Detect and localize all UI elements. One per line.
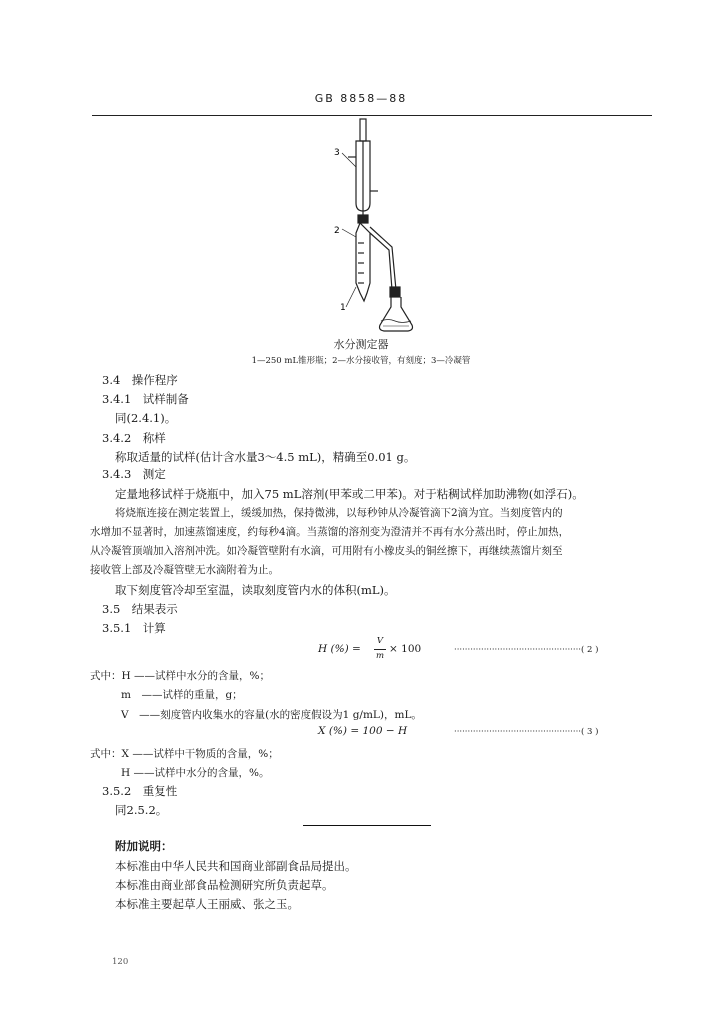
equation-2-rhs: × 100 (389, 643, 422, 655)
flask-joint (390, 287, 400, 297)
section-3-4-3-para-2-line-1: 将烧瓶连接在测定装置上，缓缓加热，保持微沸，以每秒钟从冷凝管滴下2滴为宜。当刻度管内的 (115, 507, 563, 519)
appendix-line-1: 本标准由中华人民共和国商业部副食品局提出。 (115, 859, 357, 873)
label-2: 2 (334, 226, 340, 236)
where-h-definition: 式中：H ——试样中水分的含量，%； (90, 670, 270, 682)
section-3-4-2-body: 称取适量的试样(估计含水量3～4.5 mL)，精确至0.01 g。 (115, 450, 416, 464)
equation-2-fraction-bar (374, 649, 386, 650)
receiver-tube (356, 223, 370, 301)
label-3: 3 (334, 148, 340, 158)
section-3-4-3-para-2-line-2: 水增加不显著时，加速蒸馏速度，约每秒4滴。当蒸馏的溶剂变为澄清并不再有水分蒸出时，停止加热， (90, 526, 570, 538)
where-h-definition-2: H ——试样中水分的含量，%。 (121, 767, 270, 779)
where-m-definition: m ——试样的重量，g； (121, 689, 243, 701)
page-number: 120 (112, 957, 129, 967)
page-header: GB 8858—88 (314, 92, 408, 105)
figure-legend: 1—250 mL锥形瓶；2—水分接收管，有刻度；3—冷凝管 (251, 356, 471, 366)
where-x-definition: 式中：X ——试样中干物质的含量，%； (90, 748, 279, 760)
equation-3: X (%) = 100 − H (318, 725, 408, 737)
section-3-4-3-para-3: 取下刻度管冷却至室温，读取刻度管内水的体积(mL)。 (115, 583, 396, 597)
equation-2-number: ···············································( 2 ) (454, 645, 599, 655)
equation-2-denominator: m (375, 651, 385, 661)
section-3-4-3-para-1: 定量地移试样于烧瓶中，加入75 mL溶剂(甲苯或二甲苯)。对于粘稠试样加助沸物(如浮石)。 (115, 487, 584, 501)
section-3-4-3-heading: 3.4.3 测定 (102, 467, 166, 481)
equation-2-lhs: H (%) = (318, 643, 361, 655)
appendix-title: 附加说明： (115, 839, 173, 853)
section-3-4-2-heading: 3.4.2 称样 (102, 431, 166, 445)
section-3-5-1-heading: 3.5.1 计算 (102, 621, 166, 635)
section-3-5-2-body: 同2.5.2。 (115, 803, 168, 817)
ground-joint (358, 215, 368, 223)
section-3-5-2-heading: 3.5.2 重复性 (102, 784, 178, 798)
appendix-line-2: 本标准由商业部食品检测研究所负责起草。 (115, 878, 334, 892)
section-3-4-heading: 3.4 操作程序 (102, 373, 178, 387)
section-3-5-heading: 3.5 结果表示 (102, 602, 178, 616)
label-1: 1 (340, 303, 346, 313)
equation-3-number: ···············································( 3 ) (454, 727, 599, 737)
appendix-divider (303, 825, 431, 826)
water-determination-apparatus-figure (320, 115, 440, 340)
where-v-definition: V ——刻度管内收集水的容量(水的密度假设为1 g/mL)，mL。 (121, 709, 422, 721)
appendix-line-3: 本标准主要起草人王丽威、张之玉。 (115, 897, 299, 911)
section-3-4-1-heading: 3.4.1 试样制备 (102, 392, 189, 406)
figure-caption: 水分测定器 (333, 338, 389, 351)
section-3-4-1-body: 同(2.4.1)。 (115, 411, 177, 425)
condenser-top-tube (360, 119, 366, 141)
section-3-4-3-para-2-line-3: 从冷凝管顶端加入溶剂冲洗。如冷凝管壁附有水滴，可用附有小橡皮头的铜丝擦下，再继续蒸馏片刻至 (90, 545, 563, 557)
equation-2-numerator: V (376, 636, 384, 646)
section-3-4-3-para-2-line-4: 接收管上部及冷凝管壁无水滴附着为止。 (90, 564, 279, 576)
